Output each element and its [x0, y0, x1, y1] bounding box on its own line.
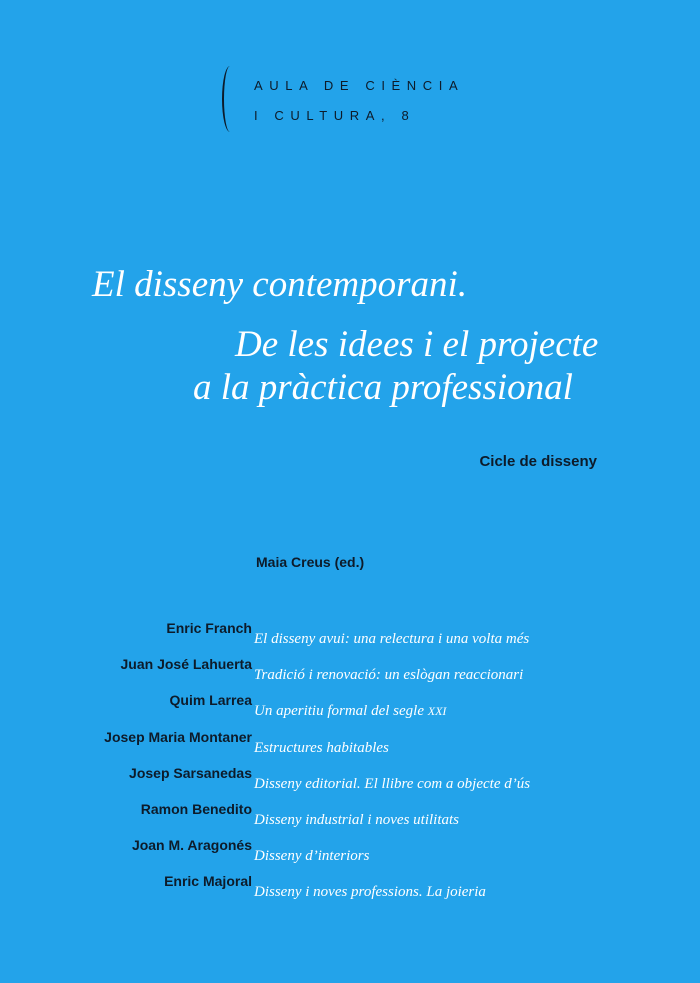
title-line1: El disseny contemporani. — [92, 264, 468, 305]
entry-topic: Disseny d’interiors — [254, 848, 370, 865]
entry-topic: Tradició i renovació: un eslògan reaccionari — [254, 667, 524, 684]
contents-entry — [0, 837, 700, 873]
collection-name-line1: AULA DE CIÈNCIA — [254, 78, 465, 93]
collection-name-line2: I CULTURA, 8 — [254, 108, 416, 123]
entry-topic: Disseny industrial i noves utilitats — [254, 811, 459, 828]
contents-entry — [0, 729, 700, 765]
contents-entry — [0, 873, 700, 909]
entry-topic: Disseny editorial. El llibre com a objecte d’ús — [254, 775, 531, 792]
contents-entry — [0, 692, 700, 728]
contents-entry — [0, 801, 700, 837]
entry-topic: Estructures habitables — [254, 739, 389, 756]
entry-author: Quim Larrea — [169, 692, 252, 709]
entry-author: Josep Maria Montaner — [104, 728, 252, 745]
entry-topic-text: Un aperitiu formal del segle — [254, 703, 424, 720]
editor-credit: Maia Creus (ed.) — [256, 554, 365, 570]
contents-entry — [0, 656, 700, 692]
entry-author: Enric Majoral — [164, 873, 252, 890]
entry-author: Ramon Benedito — [140, 800, 252, 817]
entry-author: Enric Franch — [166, 620, 252, 636]
entry-author: Josep Sarsanedas — [129, 764, 252, 781]
entry-topic: El disseny avui: una relectura i una volta més — [254, 631, 530, 647]
collection-mark — [222, 66, 482, 136]
entry-author: Joan M. Aragonés — [131, 837, 252, 854]
title-line3: a la pràctica professional — [193, 367, 573, 408]
contents-entry — [0, 620, 700, 656]
parenthesis-mark — [222, 66, 238, 132]
contents-entry — [0, 765, 700, 801]
contents-list — [0, 620, 700, 910]
entry-topic — [254, 703, 446, 720]
series-subtitle: Cicle de disseny — [479, 453, 597, 470]
entry-topic: Disseny i noves professions. La joieria — [254, 884, 486, 901]
entry-topic-century: XXI — [427, 704, 447, 719]
entry-author: Juan José Lahuerta — [120, 656, 252, 673]
title-line2: De les idees i el projecte — [235, 324, 599, 365]
